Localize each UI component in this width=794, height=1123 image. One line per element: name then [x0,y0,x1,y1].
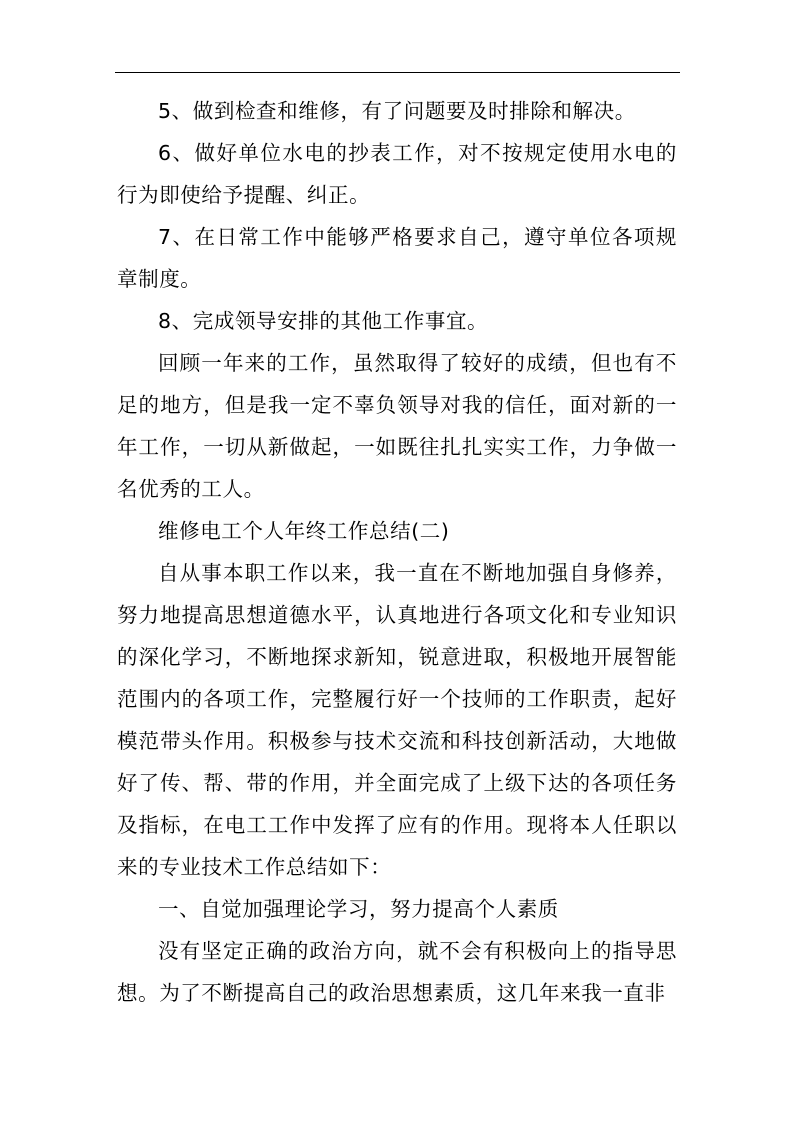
list-item-6: 6、做好单位水电的抄表工作，对不按规定使用水电的行为即使给予提醒、纠正。 [117,141,677,207]
header-rule [115,72,680,73]
body-paragraph: 没有坚定正确的政治方向，就不会有积极向上的指导思想。为了不断提高自己的政治思想素质，这几年来我一直非 [117,939,677,1005]
document-body [117,90,677,1014]
list-item-7: 7、在日常工作中能够严格要求自己，遵守单位各项规章制度。 [117,225,677,291]
list-item-5: 5、做到检查和维修，有了问题要及时排除和解决。 [158,99,636,123]
list-item-8: 8、完成领导安排的其他工作事宜。 [158,309,489,333]
section-title: 维修电工个人年终工作总结(二) [158,519,450,543]
section-heading: 一、自觉加强理论学习，努力提高个人素质 [158,897,559,921]
intro-paragraph: 自从事本职工作以来，我一直在不断地加强自身修养，努力地提高思想道德水平，认真地进行各项文化和专业知识的深化学习，不断地探求新知，锐意进取，积极地开展智能范围内的各项工作，完整履行好一个技师的工作职责，起好模范带头作用。积极参与技术交流和科技创新活动，大地做好了传、帮、带的作用，并全面完成了上级下达的各项任务及指标，在电工工作中发挥了应有的作用。现将本人任职以来的专业技术工作总结如下： [117,561,677,879]
review-paragraph: 回顾一年来的工作，虽然取得了较好的成绩，但也有不足的地方，但是我一定不辜负领导对我的信任，面对新的一年工作，一切从新做起，一如既往扎扎实实工作，力争做一名优秀的工人。 [117,351,677,501]
